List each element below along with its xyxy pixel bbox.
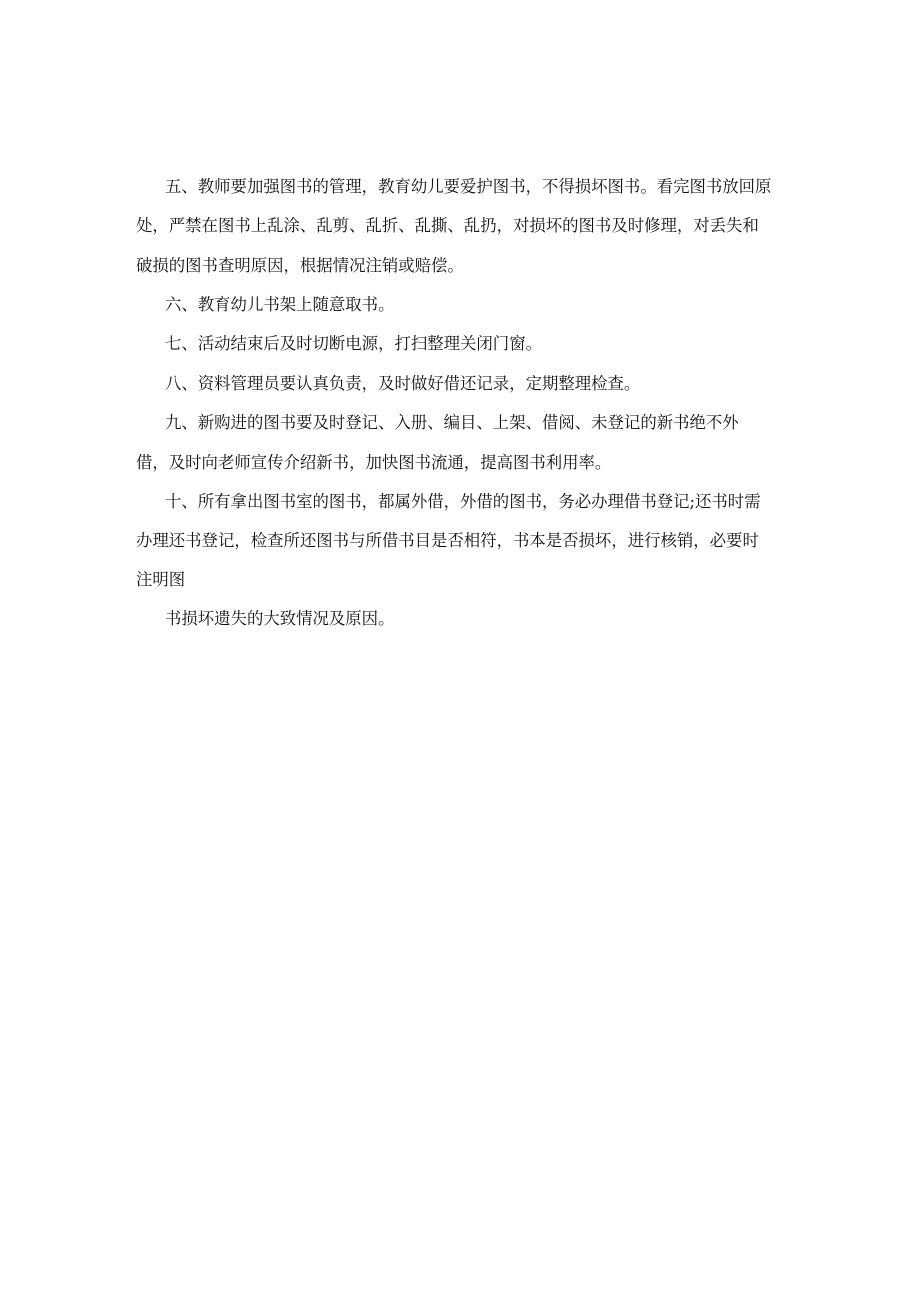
rule-8-line: 八、资料管理员要认真负责，及时做好借还记录，定期整理检查。 bbox=[165, 374, 641, 393]
rule-5-line-3: 破损的图书查明原因，根据情况注销或赔偿。 bbox=[136, 256, 464, 275]
rule-5-line-2: 处，严禁在图书上乱涂、乱剪、乱折、乱撕、乱扔，对损坏的图书及时修理，对丢失和 bbox=[136, 216, 759, 235]
rule-10-line-2: 办理还书登记，检查所还图书与所借书目是否相符，书本是否损坏，进行核销，必要时 bbox=[136, 531, 759, 550]
rule-5-line-1: 五、教师要加强图书的管理，教育幼儿要爱护图书，不得损坏图书。看完图书放回原 bbox=[165, 177, 772, 196]
rule-9-line-2: 借，及时向老师宣传介绍新书，加快图书流通，提高图书利用率。 bbox=[136, 453, 612, 472]
rule-9-line-1: 九、新购进的图书要及时登记、入册、编目、上架、借阅、未登记的新书绝不外 bbox=[165, 413, 739, 432]
rule-10-line-3: 注明图 bbox=[136, 570, 186, 589]
rule-10-line-1: 十、所有拿出图书室的图书，都属外借，外借的图书，务必办理借书登记;还书时需 bbox=[165, 492, 761, 511]
rule-7-line: 七、活动结束后及时切断电源，打扫整理关闭门窗。 bbox=[165, 334, 542, 353]
rule-6-line: 六、教育幼儿书架上随意取书。 bbox=[165, 295, 395, 314]
rule-10-continuation-line: 书损坏遗失的大致情况及原因。 bbox=[165, 609, 395, 628]
